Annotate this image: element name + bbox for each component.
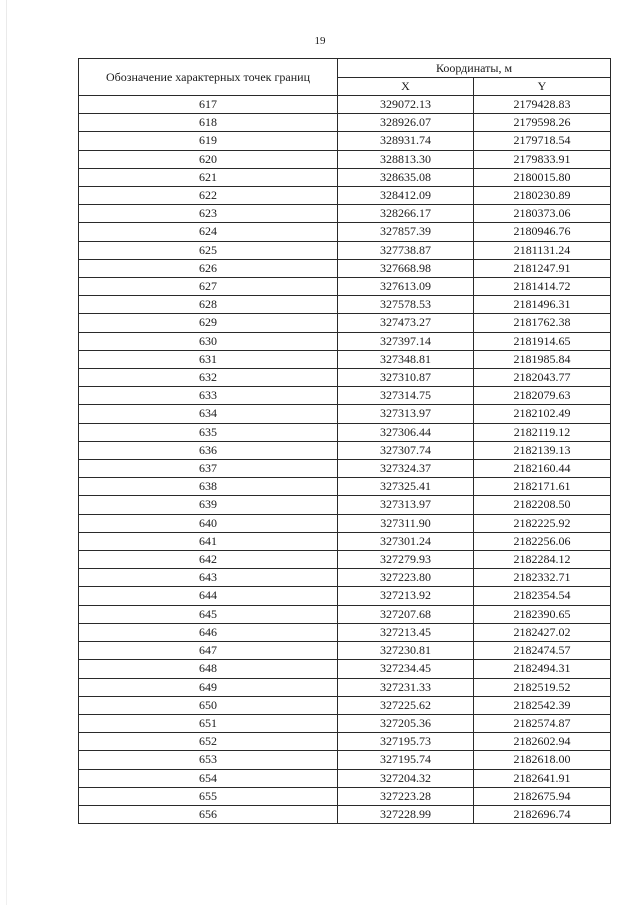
point-cell: 621: [79, 168, 338, 186]
x-coordinate-cell: 327234.45: [338, 660, 474, 678]
y-coordinate-cell: 2181131.24: [474, 241, 611, 259]
coordinates-table: [78, 58, 611, 824]
y-coordinate-cell: 2182119.12: [474, 423, 611, 441]
x-coordinate-cell: 327230.81: [338, 642, 474, 660]
x-coordinate-cell: 327306.44: [338, 423, 474, 441]
y-coordinate-cell: 2182332.71: [474, 569, 611, 587]
x-coordinate-cell: 327348.81: [338, 350, 474, 368]
point-cell: 649: [79, 678, 338, 696]
table-row: [79, 805, 611, 823]
point-cell: 655: [79, 787, 338, 805]
y-coordinate-cell: 2181914.65: [474, 332, 611, 350]
x-coordinate-cell: 327307.74: [338, 441, 474, 459]
table-row: [79, 678, 611, 696]
point-cell: 628: [79, 296, 338, 314]
x-coordinate-cell: 327195.73: [338, 733, 474, 751]
y-coordinate-cell: 2179598.26: [474, 114, 611, 132]
point-cell: 633: [79, 387, 338, 405]
point-cell: 619: [79, 132, 338, 150]
x-coordinate-cell: 327313.97: [338, 405, 474, 423]
point-cell: 631: [79, 350, 338, 368]
x-coordinate-cell: 328266.17: [338, 205, 474, 223]
x-coordinate-cell: 327857.39: [338, 223, 474, 241]
table-row: [79, 150, 611, 168]
table-row: [79, 660, 611, 678]
x-coordinate-cell: 327207.68: [338, 605, 474, 623]
table-row: [79, 423, 611, 441]
table-row: [79, 296, 611, 314]
point-cell: 646: [79, 623, 338, 641]
x-coordinate-cell: 327738.87: [338, 241, 474, 259]
table-row: [79, 314, 611, 332]
x-coordinate-cell: 327325.41: [338, 478, 474, 496]
table-row: [79, 714, 611, 732]
y-coordinate-cell: 2181247.91: [474, 259, 611, 277]
table-row: [79, 96, 611, 114]
point-cell: 622: [79, 187, 338, 205]
y-coordinate-cell: 2182542.39: [474, 696, 611, 714]
point-cell: 618: [79, 114, 338, 132]
y-coordinate-cell: 2182574.87: [474, 714, 611, 732]
table-row: [79, 532, 611, 550]
x-coordinate-cell: 328926.07: [338, 114, 474, 132]
header-point-designation: Обозначение характерных точек границ: [79, 59, 338, 96]
point-cell: 638: [79, 478, 338, 496]
y-coordinate-cell: 2182208.50: [474, 496, 611, 514]
point-cell: 636: [79, 441, 338, 459]
point-cell: 644: [79, 587, 338, 605]
y-coordinate-cell: 2180946.76: [474, 223, 611, 241]
x-coordinate-cell: 327310.87: [338, 369, 474, 387]
x-coordinate-cell: 327301.24: [338, 532, 474, 550]
x-coordinate-cell: 327228.99: [338, 805, 474, 823]
table-row: [79, 733, 611, 751]
table-row: [79, 623, 611, 641]
point-cell: 629: [79, 314, 338, 332]
table-row: [79, 751, 611, 769]
y-coordinate-cell: 2182675.94: [474, 787, 611, 805]
table-row: [79, 551, 611, 569]
y-coordinate-cell: 2182494.31: [474, 660, 611, 678]
table-row: [79, 478, 611, 496]
x-coordinate-cell: 327314.75: [338, 387, 474, 405]
y-coordinate-cell: 2182474.57: [474, 642, 611, 660]
y-coordinate-cell: 2182602.94: [474, 733, 611, 751]
point-cell: 654: [79, 769, 338, 787]
y-coordinate-cell: 2182171.61: [474, 478, 611, 496]
table-row: [79, 441, 611, 459]
table-row: [79, 460, 611, 478]
table-row: [79, 187, 611, 205]
table-row: [79, 168, 611, 186]
point-cell: 643: [79, 569, 338, 587]
y-coordinate-cell: 2182102.49: [474, 405, 611, 423]
x-coordinate-cell: 327613.09: [338, 278, 474, 296]
y-coordinate-cell: 2182354.54: [474, 587, 611, 605]
table-row: [79, 350, 611, 368]
x-coordinate-cell: 327213.92: [338, 587, 474, 605]
y-coordinate-cell: 2182519.52: [474, 678, 611, 696]
x-coordinate-cell: 328635.08: [338, 168, 474, 186]
y-coordinate-cell: 2181496.31: [474, 296, 611, 314]
point-cell: 632: [79, 369, 338, 387]
y-coordinate-cell: 2182139.13: [474, 441, 611, 459]
point-cell: 634: [79, 405, 338, 423]
point-cell: 620: [79, 150, 338, 168]
table-row: [79, 587, 611, 605]
table-row: [79, 696, 611, 714]
y-coordinate-cell: 2182641.91: [474, 769, 611, 787]
y-coordinate-cell: 2182427.02: [474, 623, 611, 641]
table-row: [79, 787, 611, 805]
point-cell: 656: [79, 805, 338, 823]
y-coordinate-cell: 2181414.72: [474, 278, 611, 296]
y-coordinate-cell: 2182079.63: [474, 387, 611, 405]
point-cell: 652: [79, 733, 338, 751]
point-cell: 627: [79, 278, 338, 296]
x-coordinate-cell: 327473.27: [338, 314, 474, 332]
y-coordinate-cell: 2182618.00: [474, 751, 611, 769]
x-coordinate-cell: 328931.74: [338, 132, 474, 150]
y-coordinate-cell: 2181762.38: [474, 314, 611, 332]
x-coordinate-cell: 327195.74: [338, 751, 474, 769]
y-coordinate-cell: 2182256.06: [474, 532, 611, 550]
point-cell: 650: [79, 696, 338, 714]
x-coordinate-cell: 328412.09: [338, 187, 474, 205]
y-coordinate-cell: 2182696.74: [474, 805, 611, 823]
header-coordinates: Координаты, м: [338, 59, 611, 78]
point-cell: 626: [79, 259, 338, 277]
y-coordinate-cell: 2179428.83: [474, 96, 611, 114]
x-coordinate-cell: 329072.13: [338, 96, 474, 114]
y-coordinate-cell: 2182160.44: [474, 460, 611, 478]
point-cell: 624: [79, 223, 338, 241]
point-cell: 623: [79, 205, 338, 223]
point-cell: 653: [79, 751, 338, 769]
point-cell: 640: [79, 514, 338, 532]
x-coordinate-cell: 327231.33: [338, 678, 474, 696]
y-coordinate-cell: 2180230.89: [474, 187, 611, 205]
table-body: [79, 96, 611, 824]
table-row: [79, 405, 611, 423]
x-coordinate-cell: 327213.45: [338, 623, 474, 641]
point-cell: 651: [79, 714, 338, 732]
table-row: [79, 514, 611, 532]
header-y: Y: [474, 78, 611, 96]
x-coordinate-cell: 327668.98: [338, 259, 474, 277]
y-coordinate-cell: 2180015.80: [474, 168, 611, 186]
page-number: 19: [314, 35, 326, 47]
table-row: [79, 605, 611, 623]
table-row: [79, 223, 611, 241]
x-coordinate-cell: 327311.90: [338, 514, 474, 532]
table-row: [79, 387, 611, 405]
x-coordinate-cell: 327204.32: [338, 769, 474, 787]
point-cell: 639: [79, 496, 338, 514]
header-x: X: [338, 78, 474, 96]
point-cell: 641: [79, 532, 338, 550]
table-row: [79, 132, 611, 150]
y-coordinate-cell: 2179718.54: [474, 132, 611, 150]
point-cell: 617: [79, 96, 338, 114]
x-coordinate-cell: 327279.93: [338, 551, 474, 569]
y-coordinate-cell: 2180373.06: [474, 205, 611, 223]
point-cell: 637: [79, 460, 338, 478]
table-row: [79, 241, 611, 259]
x-coordinate-cell: 327313.97: [338, 496, 474, 514]
point-cell: 625: [79, 241, 338, 259]
table-row: [79, 769, 611, 787]
table-row: [79, 642, 611, 660]
point-cell: 647: [79, 642, 338, 660]
x-coordinate-cell: 327397.14: [338, 332, 474, 350]
x-coordinate-cell: 328813.30: [338, 150, 474, 168]
point-cell: 635: [79, 423, 338, 441]
table-row: [79, 369, 611, 387]
table-row: [79, 205, 611, 223]
x-coordinate-cell: 327324.37: [338, 460, 474, 478]
scan-edge-shadow: [6, 0, 7, 905]
table-row: [79, 496, 611, 514]
x-coordinate-cell: 327205.36: [338, 714, 474, 732]
x-coordinate-cell: 327223.80: [338, 569, 474, 587]
x-coordinate-cell: 327225.62: [338, 696, 474, 714]
table-row: [79, 332, 611, 350]
table-row: [79, 278, 611, 296]
y-coordinate-cell: 2182390.65: [474, 605, 611, 623]
table-row: [79, 114, 611, 132]
point-cell: 648: [79, 660, 338, 678]
table-row: [79, 259, 611, 277]
point-cell: 630: [79, 332, 338, 350]
y-coordinate-cell: 2181985.84: [474, 350, 611, 368]
point-cell: 645: [79, 605, 338, 623]
y-coordinate-cell: 2179833.91: [474, 150, 611, 168]
table-row: [79, 569, 611, 587]
y-coordinate-cell: 2182284.12: [474, 551, 611, 569]
point-cell: 642: [79, 551, 338, 569]
x-coordinate-cell: 327223.28: [338, 787, 474, 805]
y-coordinate-cell: 2182043.77: [474, 369, 611, 387]
x-coordinate-cell: 327578.53: [338, 296, 474, 314]
y-coordinate-cell: 2182225.92: [474, 514, 611, 532]
